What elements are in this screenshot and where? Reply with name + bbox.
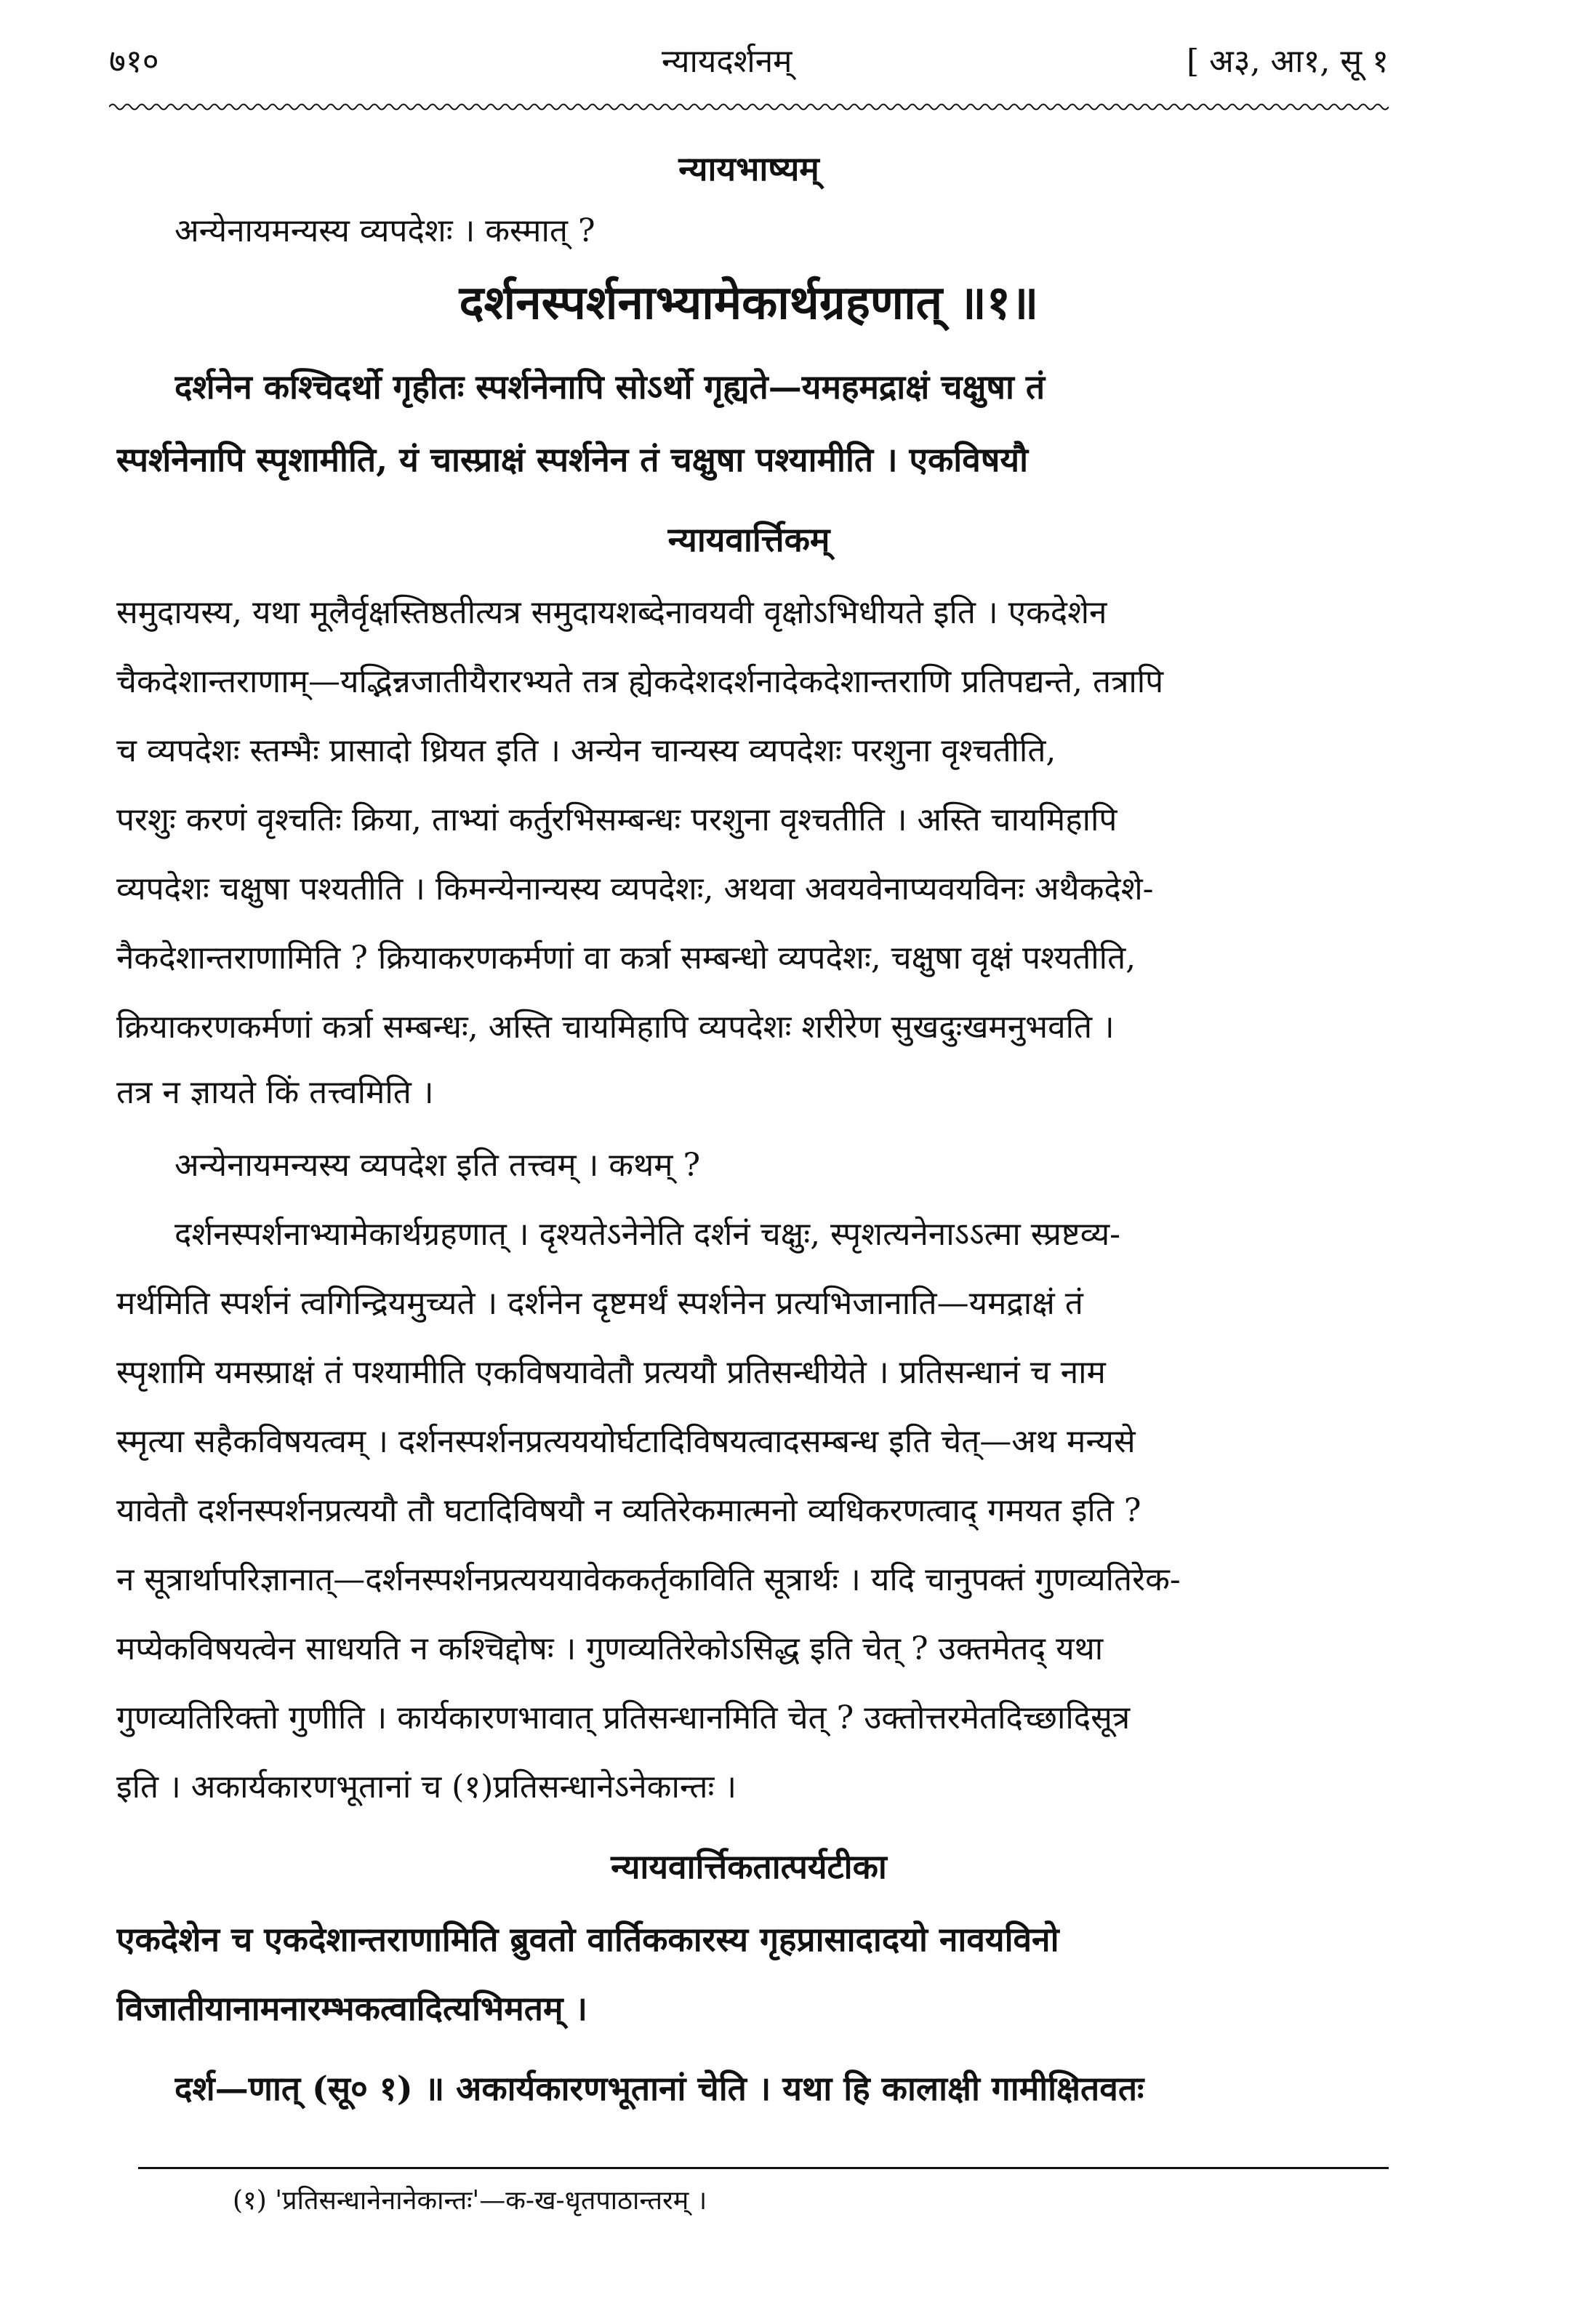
tika-heading: न्यायवार्त्तिकतात्पर्यटीका — [611, 1847, 887, 1886]
sutra-text: दर्शनस्पर्शनाभ्यामेकार्थग्रहणात् ॥१॥ — [459, 276, 1039, 330]
running-title: न्यायदर्शनम् — [662, 43, 792, 80]
vartika-line: स्मृत्या सहैकविषयत्वम् । दर्शनस्पर्शनप्रत्यययोर्घटादिविषयत्वादसम्बन्ध इति चेत्—अथ मन्यसे — [116, 1423, 1136, 1460]
bhashya-intro: अन्येनायमन्यस्य व्यपदेशः । कस्मात् ? — [174, 212, 595, 249]
vartika-line: न सूत्रार्थापरिज्ञानात्—दर्शनस्पर्शनप्रत्यययावेककर्तृकाविति सूत्रार्थः । यदि चानुपक्तं गुणव्यतिरेक- — [116, 1561, 1181, 1598]
vartika-line: परशुः करणं वृश्चतिः क्रिया, ताभ्यां कर्तुरभिसम्बन्धः परशुना वृश्चतीति । अस्ति चायमिहापि — [116, 801, 1117, 838]
vartika-line: चैकदेशान्तराणाम्—यद्भिन्नजातीयैरारभ्यते तत्र ह्येकदेशदर्शनादेकदेशान्तराणि प्रतिपद्यन्ते, तत्रापि — [116, 663, 1164, 700]
vartika-line: तत्र न ज्ञायते किं तत्त्वमिति । — [116, 1074, 434, 1111]
footnote-divider — [138, 2167, 1389, 2169]
vartika-line: मप्येकविषयत्वेन साधयति न कश्चिद्दोषः । गुणव्यतिरेकोऽसिद्ध इति चेत् ? उक्तमेतद् यथा — [116, 1630, 1104, 1667]
header-wavy-rule — [109, 102, 1389, 112]
vartika-line: समुदायस्य, यथा मूलैर्वृक्षस्तिष्ठतीत्यत्र समुदायशब्देनावयवी वृक्षोऽभिधीयते इति । एकदेशेन — [116, 594, 1107, 631]
vartika-line: क्रियाकरणकर्मणां कर्त्रा सम्बन्धः, अस्ति चायमिहापि व्यपदेशः शरीरेण सुखदुःखमनुभवति । — [116, 1009, 1115, 1046]
tika-line: विजातीयानामनारम्भकत्वादित्यभिमतम् । — [116, 1989, 587, 2028]
vartika-line: च व्यपदेशः स्तम्भैः प्रासादो ध्रियत इति । अन्येन चान्यस्य व्यपदेशः परशुना वृश्चतीति, — [116, 732, 1056, 769]
footnote: (१) 'प्रतिसन्धानेनानेकान्तः'—क-ख-धृतपाठान्तरम् । — [233, 2186, 707, 2216]
vartika-line: नैकदेशान्तराणामिति ? क्रियाकरणकर्मणां वा कर्त्रा सम्बन्धो व्यपदेशः, चक्षुषा वृक्षं पश्यतीति, — [116, 939, 1136, 977]
vartika-line: गुणव्यतिरिक्तो गुणीति । कार्यकारणभावात् प्रतिसन्धानमिति चेत् ? उक्तोत्तरमेतदिच्छादिसूत्र — [116, 1699, 1131, 1736]
vartika-line: मर्थमिति स्पर्शनं त्वगिन्द्रियमुच्यते । दर्शनेन दृष्टमर्थं स्पर्शनेन प्रत्यभिजानाति—यमद्राक्षं तं — [116, 1285, 1083, 1322]
bhashya-line: दर्शनेन कश्चिदर्थो गृहीतः स्पर्शनेनापि सोऽर्थो गृह्यते—यमहमद्राक्षं चक्षुषा तं — [174, 367, 1046, 406]
page-header — [109, 38, 1389, 96]
vartika-heading: न्यायवार्त्तिकम् — [667, 520, 830, 559]
vartika-line: दर्शनस्पर्शनाभ्यामेकार्थग्रहणात् । दृश्यतेऽनेनेति दर्शनं चक्षुः, स्पृशत्यनेनाऽऽत्मा स्प्रष्टव्य- — [174, 1216, 1121, 1253]
tika-line: दर्श—णात् (सू० १) ॥ अकार्यकारणभूतानां चेति । यथा हि कालाक्षी गामीक्षितवतः — [174, 2069, 1144, 2108]
vartika-line: अन्येनायमन्यस्य व्यपदेश इति तत्त्वम् । कथम् ? — [174, 1147, 701, 1184]
section-reference: [ अ३, आ१, सू १ — [1186, 43, 1389, 80]
vartika-line: यावेतौ दर्शनस्पर्शनप्रत्ययौ तौ घटादिविषयौ न व्यतिरेकमात्मनो व्यधिकरणत्वाद् गमयत इति ? — [116, 1492, 1141, 1529]
vartika-line: व्यपदेशः चक्षुषा पश्यतीति । किमन्येनान्यस्य व्यपदेशः, अथवा अवयवेनाप्यवयविनः अथैकदेशे- — [116, 870, 1154, 907]
bhashya-heading: न्यायभाष्यम् — [678, 149, 819, 188]
tika-line: एकदेशेन च एकदेशान्तराणामिति ब्रुवतो वार्तिककारस्य गृहप्रासादादयो नावयविनो — [116, 1920, 1059, 1959]
vartika-line: इति । अकार्यकारणभूतानां च (१)प्रतिसन्धानेऽनेकान्तः । — [116, 1768, 737, 1806]
vartika-line: स्पृशामि यमस्प्राक्षं तं पश्यामीति एकविषयावेतौ प्रत्ययौ प्रतिसन्धीयेते । प्रतिसन्धानं च नाम — [116, 1354, 1106, 1391]
page-number: ७१० — [109, 43, 159, 80]
bhashya-line: स्पर्शनेनापि स्पृशामीति, यं चास्प्राक्षं स्पर्शनेन तं चक्षुषा पश्यामीति । एकविषयौ — [116, 440, 1028, 479]
